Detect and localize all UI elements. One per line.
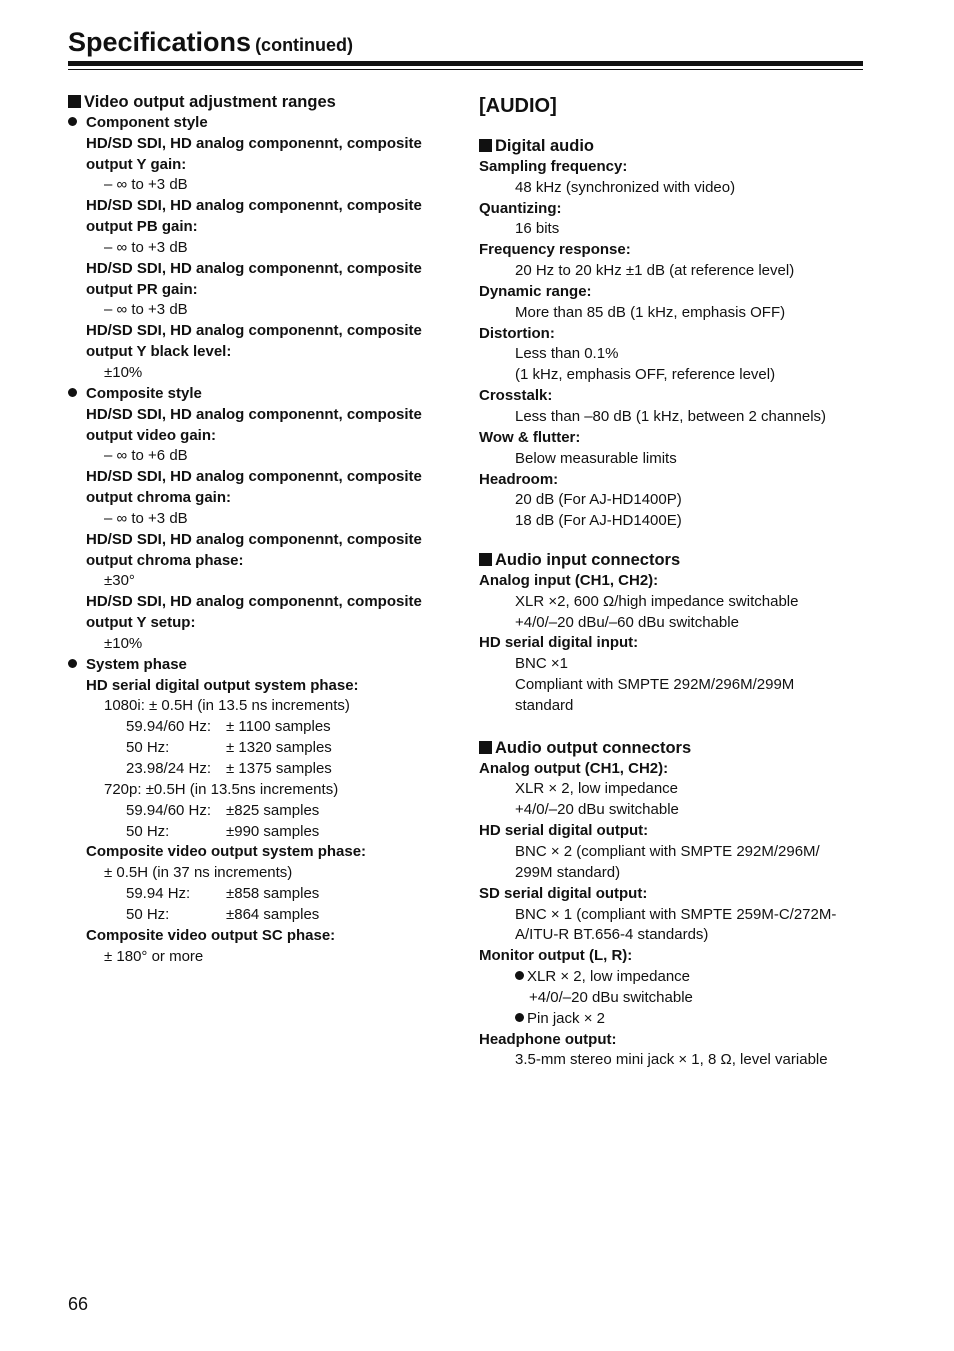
audio-output-heading: Audio output connectors (479, 738, 874, 759)
spec-label: Quantizing: (479, 199, 562, 217)
headphone-output-value: 3.5-mm stereo mini jack × 1, 8 Ω, level variable (515, 1051, 828, 1069)
spec-value: ±10% (104, 363, 143, 381)
monitor-xlr: XLR × 2, low impedance (479, 967, 874, 988)
spec-label: output chroma phase: (86, 551, 244, 569)
hd-phase-label: HD serial digital output system phase: (86, 676, 359, 694)
phase-row: 50 Hz: ±990 samples (126, 822, 320, 840)
spec-label: HD/SD SDI, HD analog componennt, composite (86, 468, 422, 486)
spec-label: output video gain: (86, 426, 216, 444)
square-bullet-icon (68, 95, 81, 108)
spec-value: XLR × 2, low impedance (515, 780, 679, 798)
bullet-icon (68, 117, 77, 126)
spec-value: – ∞ to +3 dB (104, 509, 188, 527)
spec-label: Dynamic range: (479, 282, 592, 300)
page-title: Specifications (continued) (68, 27, 354, 57)
phase-row: 59.94/60 Hz: ± 1100 samples (126, 718, 331, 736)
spec-label: HD/SD SDI, HD analog componennt, composite (86, 530, 422, 548)
header-rule-thin (68, 69, 863, 70)
spec-value: +4/0/–20 dBu/–60 dBu switchable (515, 613, 739, 631)
spec-label: Distortion: (479, 324, 555, 342)
square-bullet-icon (479, 553, 492, 566)
spec-label: output chroma gain: (86, 489, 231, 507)
left-column (68, 92, 463, 967)
phase-row: 50 Hz: ±864 samples (126, 905, 320, 923)
spec-label: output Y gain: (86, 155, 187, 173)
spec-value: 18 dB (For AJ-HD1400E) (515, 512, 682, 530)
spec-label: Sampling frequency: (479, 157, 628, 175)
header-rule-thick (68, 61, 863, 66)
spec-value: 299M standard) (515, 863, 621, 881)
monitor-xlr-sub: +4/0/–20 dBu switchable (529, 988, 693, 1006)
spec-value: ±30° (104, 572, 135, 590)
bullet-icon (68, 388, 77, 397)
component-style-label: Component style (68, 113, 463, 134)
spec-value: – ∞ to +6 dB (104, 447, 188, 465)
spec-value: ±10% (104, 634, 143, 652)
monitor-output-label: Monitor output (L, R): (479, 947, 633, 965)
spec-value: Compliant with SMPTE 292M/296M/299M (515, 676, 795, 694)
spec-value: +4/0/–20 dBu switchable (515, 801, 679, 819)
phase-row: 59.94/60 Hz: ±825 samples (126, 801, 320, 819)
square-bullet-icon (479, 741, 492, 754)
spec-label: Analog output (CH1, CH2): (479, 759, 669, 777)
bullet-icon (515, 1013, 524, 1022)
spec-value: BNC × 1 (compliant with SMPTE 259M-C/272M- (515, 905, 837, 923)
video-output-heading: Video output adjustment ranges (68, 92, 463, 113)
phase-row: 23.98/24 Hz: ± 1375 samples (126, 760, 332, 777)
spec-value: A/ITU-R BT.656-4 standards) (515, 926, 709, 944)
spec-label: output PR gain: (86, 280, 198, 298)
spec-value: – ∞ to +3 dB (104, 176, 188, 194)
spec-value: BNC ×1 (515, 655, 568, 673)
spec-value: 20 Hz to 20 kHz ±1 dB (at reference level) (515, 262, 795, 280)
spec-value: Less than –80 dB (1 kHz, between 2 channels) (515, 407, 827, 425)
hd-720p-value: 720p: ±0.5H (in 13.5ns increments) (104, 780, 339, 798)
spec-label: SD serial digital output: (479, 884, 648, 902)
audio-input-heading: Audio input connectors (479, 550, 874, 571)
spec-label: HD/SD SDI, HD analog componennt, composite (86, 197, 422, 215)
hd-1080i-value: 1080i: ± 0.5H (in 13.5 ns increments) (104, 697, 350, 715)
spec-label: Analog input (CH1, CH2): (479, 571, 659, 589)
spec-value: standard (515, 696, 574, 714)
composite-style-label: Composite style (68, 384, 463, 405)
spec-value: More than 85 dB (1 kHz, emphasis OFF) (515, 303, 786, 321)
spec-value: 20 dB (For AJ-HD1400P) (515, 491, 682, 509)
spec-label: HD/SD SDI, HD analog componennt, composite (86, 259, 422, 277)
spec-label: output PB gain: (86, 218, 198, 236)
page-subtitle: (continued) (255, 35, 354, 55)
spec-label: HD serial digital output: (479, 822, 649, 840)
spec-value: (1 kHz, emphasis OFF, reference level) (515, 366, 776, 384)
digital-audio-heading: Digital audio (479, 136, 874, 157)
spec-value: BNC × 2 (compliant with SMPTE 292M/296M/ (515, 843, 820, 860)
spec-value: – ∞ to +3 dB (104, 238, 188, 256)
spec-value: Less than 0.1% (515, 345, 619, 363)
sc-phase-value: ± 180° or more (104, 947, 204, 965)
spec-value: XLR ×2, 600 Ω/high impedance switchable (515, 592, 799, 610)
sc-phase-label: Composite video output SC phase: (86, 926, 336, 944)
phase-row: 59.94 Hz: ±858 samples (126, 885, 320, 903)
page-number: 66 (68, 1294, 89, 1314)
audio-heading: [AUDIO] (479, 95, 557, 117)
spec-value: 48 kHz (synchronized with video) (515, 178, 736, 196)
headphone-output-label: Headphone output: (479, 1030, 617, 1048)
spec-label: Crosstalk: (479, 387, 553, 405)
spec-label: HD/SD SDI, HD analog componennt, composite (86, 593, 422, 611)
spec-value: Below measurable limits (515, 449, 677, 467)
composite-phase-label: Composite video output system phase: (86, 843, 367, 861)
spec-label: HD/SD SDI, HD analog componennt, composite (86, 405, 422, 423)
composite-phase-value: ± 0.5H (in 37 ns increments) (104, 864, 293, 882)
spec-label: Headroom: (479, 470, 559, 488)
monitor-pin: Pin jack × 2 (479, 1009, 874, 1030)
square-bullet-icon (479, 139, 492, 152)
spec-value: 16 bits (515, 220, 560, 238)
right-column (479, 92, 874, 1071)
spec-label: output Y black level: (86, 343, 232, 361)
spec-label: HD/SD SDI, HD analog componennt, composite (86, 134, 422, 152)
system-phase-label: System phase (68, 655, 463, 676)
spec-label: output Y setup: (86, 614, 196, 632)
bullet-icon (68, 659, 77, 668)
phase-row: 50 Hz: ± 1320 samples (126, 739, 332, 757)
spec-value: – ∞ to +3 dB (104, 301, 188, 319)
spec-label: HD/SD SDI, HD analog componennt, composite (86, 322, 422, 340)
bullet-icon (515, 971, 524, 980)
spec-label: HD serial digital input: (479, 634, 639, 652)
spec-label: Wow & flutter: (479, 428, 581, 446)
spec-label: Frequency response: (479, 241, 631, 259)
